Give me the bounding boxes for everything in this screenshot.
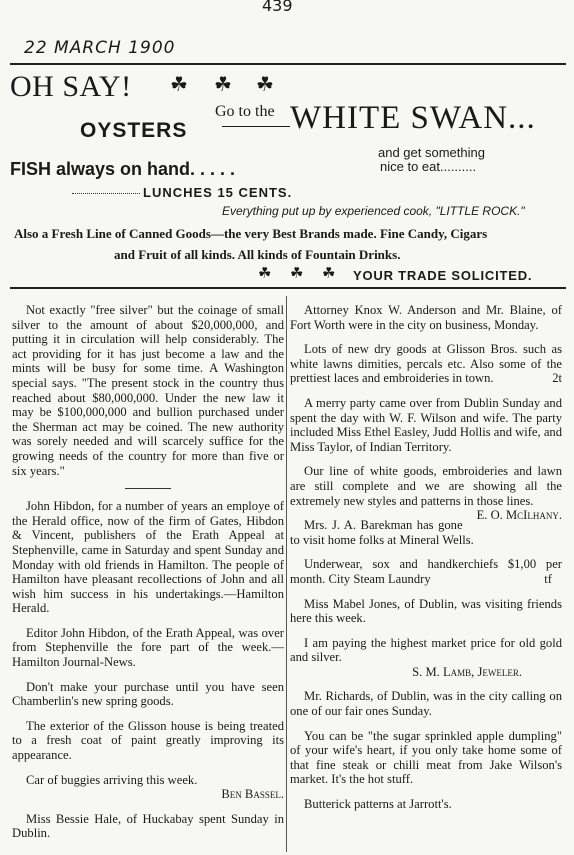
- article-glisson-bros-tag: 2t: [552, 371, 562, 386]
- ad-oh-say: OH SAY!: [10, 70, 132, 103]
- ad-cook: Everything put up by experienced cook, "LITTLE ROCK.": [222, 204, 525, 218]
- column-divider: [286, 296, 287, 852]
- article-glisson-house: The exterior of the Glisson house is being treated to a fresh coat of paint greatly improving its appearance.: [12, 718, 284, 763]
- article-merry-party: A merry party came over from Dublin Sunday and spent the day with W. F. Wilson and wife. The party included Miss Ethel Easley, Judd Hollis and wife, and Miss Taylor, of Indian Territory.: [290, 395, 563, 454]
- ad-lunches: LUNCHES 15 CENTS.: [143, 185, 293, 200]
- leaf-ornament-icon: ☘: [258, 266, 272, 282]
- top-rule: [10, 63, 566, 65]
- article-old-gold-signature: S. M. Lamb, Jeweler.: [412, 664, 522, 679]
- handwritten-date: 22 MARCH 1900: [24, 38, 176, 58]
- article-white-goods-text: Our line of white goods, embroideries and lawn are still complete and we are showing all the extremely new styles and patterns in those lines.: [290, 464, 562, 508]
- article-attorney-anderson: Attorney Knox W. Anderson and Mr. Blaine, of Fort Worth were in the city on business, Monday.: [290, 303, 562, 332]
- article-separator: [125, 488, 171, 489]
- article-old-gold: [290, 636, 562, 680]
- leaf-ornament-icon: ☘: [290, 266, 304, 282]
- ad-get-something-line2: nice to eat..........: [380, 159, 477, 174]
- ad-white-swan: WHITE SWAN...: [290, 100, 536, 136]
- article-richards: Mr. Richards, of Dublin, was in the city calling on one of our fair ones Sunday.: [290, 689, 562, 719]
- article-underwear: [290, 557, 562, 586]
- ad-oysters: OYSTERS: [80, 119, 188, 142]
- article-silver-coinage: Not exactly "free silver" but the coinage of small silver to the amount of about $20,000,000, and putting it in circulation will help considerably. The act providing for it has just become a law and the mints will be busy for some time. A Washington special says. "The present stock in the country thus reached about $80,000,000. Under the new law it may be $100,000,000 and bullion purchased under the Sherman act may be coined. The new authority was sorely needed and will scarcely suffice for the growing needs of the country for more than five or six years.": [12, 303, 284, 478]
- article-buggies: [12, 773, 284, 802]
- ad-trade-solicited: YOUR TRADE SOLICITED.: [353, 268, 533, 283]
- article-underwear-tag: tf: [544, 571, 552, 586]
- ad-go-to-the: Go to the: [215, 103, 275, 120]
- ad-bottom-rule: [10, 287, 566, 289]
- ad-get-something: [378, 146, 485, 174]
- left-column: [12, 303, 284, 851]
- ad-canned-goods: Also a Fresh Line of Canned Goods—the very Best Brands made. Fine Candy, Cigars: [14, 226, 488, 241]
- article-underwear-text: Underwear, sox and handkerchiefs $1,00 per month. City Steam Laundry: [290, 557, 562, 586]
- ad-underline: [222, 126, 290, 127]
- article-buggies-text: Car of buggies arriving this week.: [26, 772, 198, 787]
- ad-fish: FISH always on hand. . . . .: [10, 159, 236, 179]
- leaf-ornament-icon: ☘: [256, 74, 274, 96]
- article-white-goods-signature: E. O. McIlhany.: [476, 508, 562, 523]
- article-buggies-signature: Ben Bassel.: [221, 787, 284, 802]
- article-apple-dumpling: You can be "the sugar sprinkled apple dumpling" of your wife's heart, if you only take home some of that fine steak or chilli meat from Jake Wilson's market. It's the hot stuff.: [290, 728, 562, 787]
- article-butterick: Butterick patterns at Jarrott's.: [304, 797, 452, 812]
- right-column: [290, 303, 562, 822]
- leaf-ornament-icon: ☘: [214, 74, 232, 96]
- article-white-goods: [290, 464, 562, 523]
- dotted-leader: [72, 193, 140, 195]
- article-glisson-bros: [290, 342, 562, 386]
- page-number: 439: [262, 0, 293, 15]
- article-chamberlin: Don't make your purchase until you have seen Chamberlin's new spring goods.: [12, 679, 284, 709]
- article-barekman: Mrs. J. A. Barekman has gone to visit home folks at Mineral Wells.: [290, 518, 474, 547]
- ad-fruit: and Fruit of all kinds. All kinds of Fountain Drinks.: [114, 247, 401, 262]
- article-bessie-hale: Miss Bessie Hale, of Huckabay spent Sunday in Dublin.: [12, 811, 284, 841]
- leaf-ornament-icon: ☘: [170, 74, 188, 96]
- ad-get-something-line1: and get something: [378, 145, 485, 160]
- article-glisson-bros-text: Lots of new dry goods at Glisson Bros. such as white lawns dimities, percals etc. Also some of the prettiest laces and embroideries in town.: [290, 342, 562, 386]
- article-editor-hibdon: Editor John Hibdon, of the Erath Appeal, was over from Stephenville the fore part of the week.—Hamilton Journal-News.: [12, 625, 284, 670]
- leaf-ornament-icon: ☘: [322, 266, 336, 282]
- article-john-hibdon: John Hibdon, for a number of years an employe of the Herald office, now of the firm of Gates, Hibdon & Vincent, publishers of the Erath Appeal at Stephenville, came in Saturday and spent Sunday and Monday with old friends in Hamilton. The people of Hamilton have pleasant recollections of John and all wish him success in his undertakings.—Hamilton Herald.: [12, 499, 284, 616]
- article-old-gold-text: I am paying the highest market price for old gold and silver.: [290, 635, 562, 665]
- article-mabel-jones: Miss Mabel Jones, of Dublin, was visiting friends here this week.: [290, 596, 562, 626]
